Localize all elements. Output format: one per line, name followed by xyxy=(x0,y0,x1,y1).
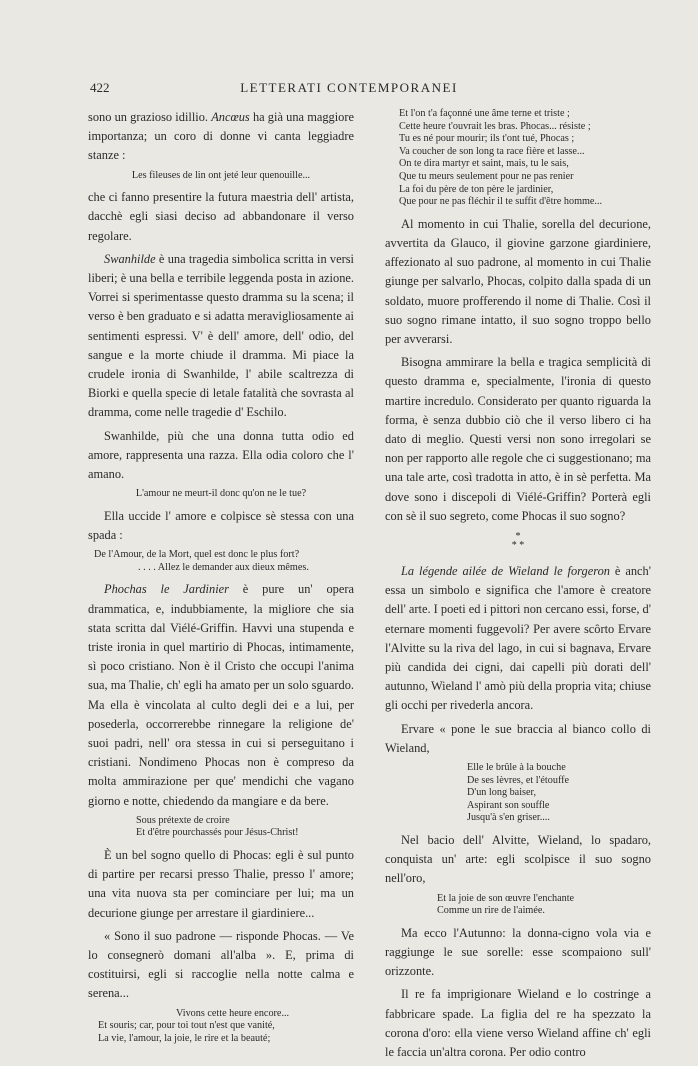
paragraph: sono un grazioso idillio. Ancœus ha già una maggiore importanza; un coro di donne vi canta leggiadre stanze : xyxy=(88,110,354,163)
paragraph: Nel bacio dell' Alvitte, Wieland, lo spadaro, conquista un' arte: egli scolpisce il suo sogno nell'oro, xyxy=(385,833,651,886)
verse-quote: De l'Amour, de la Mort, quel est donc le plus fort? . . . . Allez le demander aux dieux mêmes. xyxy=(94,549,309,573)
left-column xyxy=(88,108,354,1051)
paragraph: Al momento in cui Thalie, sorella del decurione, avvertita da Glauco, il giovine garzone giardiniere, affezionato al suo padrone, al momento in cui Thalie giunge per salvarlo, Phocas, colpito dalla spada di un soldato, muore profferendo il nome di Thalie. Così il suo sogno rimane intatto, il suo sogno troppo bello per avverarsi. xyxy=(385,216,651,346)
right-column xyxy=(385,108,651,1066)
paragraph: Il re fa imprigionare Wieland e lo costringe a fabbricare spade. La figlia del re ha spezzato la corona d'oro: ella viene verso Wieland affine ch' egli le faccia un'altra corona. Per odio contro xyxy=(385,987,651,1060)
paragraph: Phochas le Jardinier è pure un' opera drammatica, e, indubbiamente, la migliore che sia stata scritta dal Viélé-Griffin. Havvi una stupenda e triste ironia in quel martirio di Phocas, intimamente, sì poco cristiano. Non è il Cristo che occupi l'anima sua, ma Thalie, ch' egli ha amato per un solo sguardo. Ma ella è vincolata al culto degli dei e a lui, per posederla, occorrerebbe rinnegare la religione de' suoi padri, nell' ora stessa in cui si perseguitano i cristiani. Nondimeno Phocas non è compreso da molta ammirazione per que' mendichi che vagano giorno e notte, chiedendo da mangiare e da bere. xyxy=(88,582,354,808)
paragraph: È un bel sogno quello di Phocas: egli è sul punto di partire per recarsi presso Thalie, presso l' amore; una vita nuova sta per cominciare per lui; ma un decurione giunge per arrestare il giardiniere... xyxy=(88,848,354,920)
verse-quote: Vivons cette heure encore... Et souris; car, pour toi tout n'est que vanité, La vie, l'amour, la joie, le rire et la beauté; xyxy=(98,1007,290,1044)
running-header xyxy=(0,80,698,100)
page-number: 422 xyxy=(90,80,110,95)
verse-quote: L'amour ne meurt-il donc qu'on ne le tue? xyxy=(135,488,307,500)
paragraph: Ma ecco l'Autunno: la donna-cigno vola via e raggiunge le sue sorelle: esse scompaiono sull' orizzonte. xyxy=(385,925,651,979)
paragraph: La légende ailée de Wieland le forgeron è anch' essa un simbolo e significa che l'amore è creatore dell' arte. I poeti ed i pittori non cercano essi, forse, d' eternare momenti fuggevoli? Per avere scôrto Ervare l'Alvitte su la riva del lago, in cui si bagnava, Ervare più candida dei cigni, dai capelli più dorati dell' autunno, Wieland l' amò più della propria vita; chiuse gli occhi per rivederla ancora. xyxy=(385,564,651,713)
running-title: LETTERATI CONTEMPORANEI xyxy=(240,80,458,95)
section-divider-asterisks: * * * xyxy=(511,531,525,551)
paragraph: Ervare « pone le sue braccia al bianco collo di Wieland, xyxy=(385,721,651,755)
paragraph: che ci fanno presentire la futura maestria dell' artista, dacchè egli siasi deciso ad abbandonare il verso regolare. xyxy=(88,190,354,243)
verse-quote: Les fileuses de lin ont jeté leur quenouille... xyxy=(131,169,311,181)
paragraph: Bisogna ammirare la bella e tragica semplicità di questo dramma e, specialmente, l'ironia di questo martire incredulo. Considerato per quanto riguarda la forma, è senza dubbio ciò che il verso libero ci ha dato di meglio. Questi versi non sono irregolari se non per rapporto alle regole che ci suggestionano; ma una tale arte, così tradotta in atto, è in sè perfetta. Ma dove sono i discepoli di Viélé-Griffin? Porterà egli con sè il suo segreto, come Phocas il suo sogno? xyxy=(385,355,651,523)
verse-quote: Et l'on t'a façonné une âme terne et triste ; Cette heure t'ouvrait les bras. Phocas... résiste ; Tu es né pour mourir; ils t'ont tué, Phocas ; Va coucher de son long ta race fière et lasse... On te dira martyr et saint, mais, tu le sais, Que tu meurs seulement pour ne pas renier La foi du père de ton père le jardinier, Que pour ne pas fléchir il te suffit d'être homme... xyxy=(399,108,603,208)
verse-quote: Et la joie de son œuvre l'enchante Comme un rire de l'aimée. xyxy=(437,892,575,917)
paragraph: Swanhilde è una tragedia simbolica scritta in versi liberi; è una bella e terribile leggenda posta in azione. Vorrei si sperimentasse questo dramma su la scena; il verso è ben graduato e si adatta meravigliosamente ai sentimenti espressi. V' è dell' amore, dell' odio, del sangue e la morte chiude il dramma. Mi piace la crudele ironia di Swanhilde, l' abile scaltrezza di Biorki e quella specie di letale fatalità che sovrasta al dramma, come nelle tragedie d' Eschilo. xyxy=(88,251,354,420)
verse-quote: Sous prétexte de croire Et d'être pourchassés pour Jésus-Christ! xyxy=(136,814,299,839)
paragraph: « Sono il suo padrone — risponde Phocas. — Ve lo consegnerò domani all'alba ». E, prima di costituirsi, egli si raccoglie nella notte calma e serena... xyxy=(88,928,354,1001)
paragraph: Ella uccide l' amore e colpisce sè stessa con una spada : xyxy=(88,508,354,543)
verse-quote: Elle le brûle à la bouche De ses lèvres, et l'étouffe D'un long baiser, Aspirant son souffle Jusqu'à s'en griser.... xyxy=(467,762,570,824)
paragraph: Swanhilde, più che una donna tutta odio ed amore, rappresenta una razza. Ella odia coloro che l' amano. xyxy=(88,428,354,482)
